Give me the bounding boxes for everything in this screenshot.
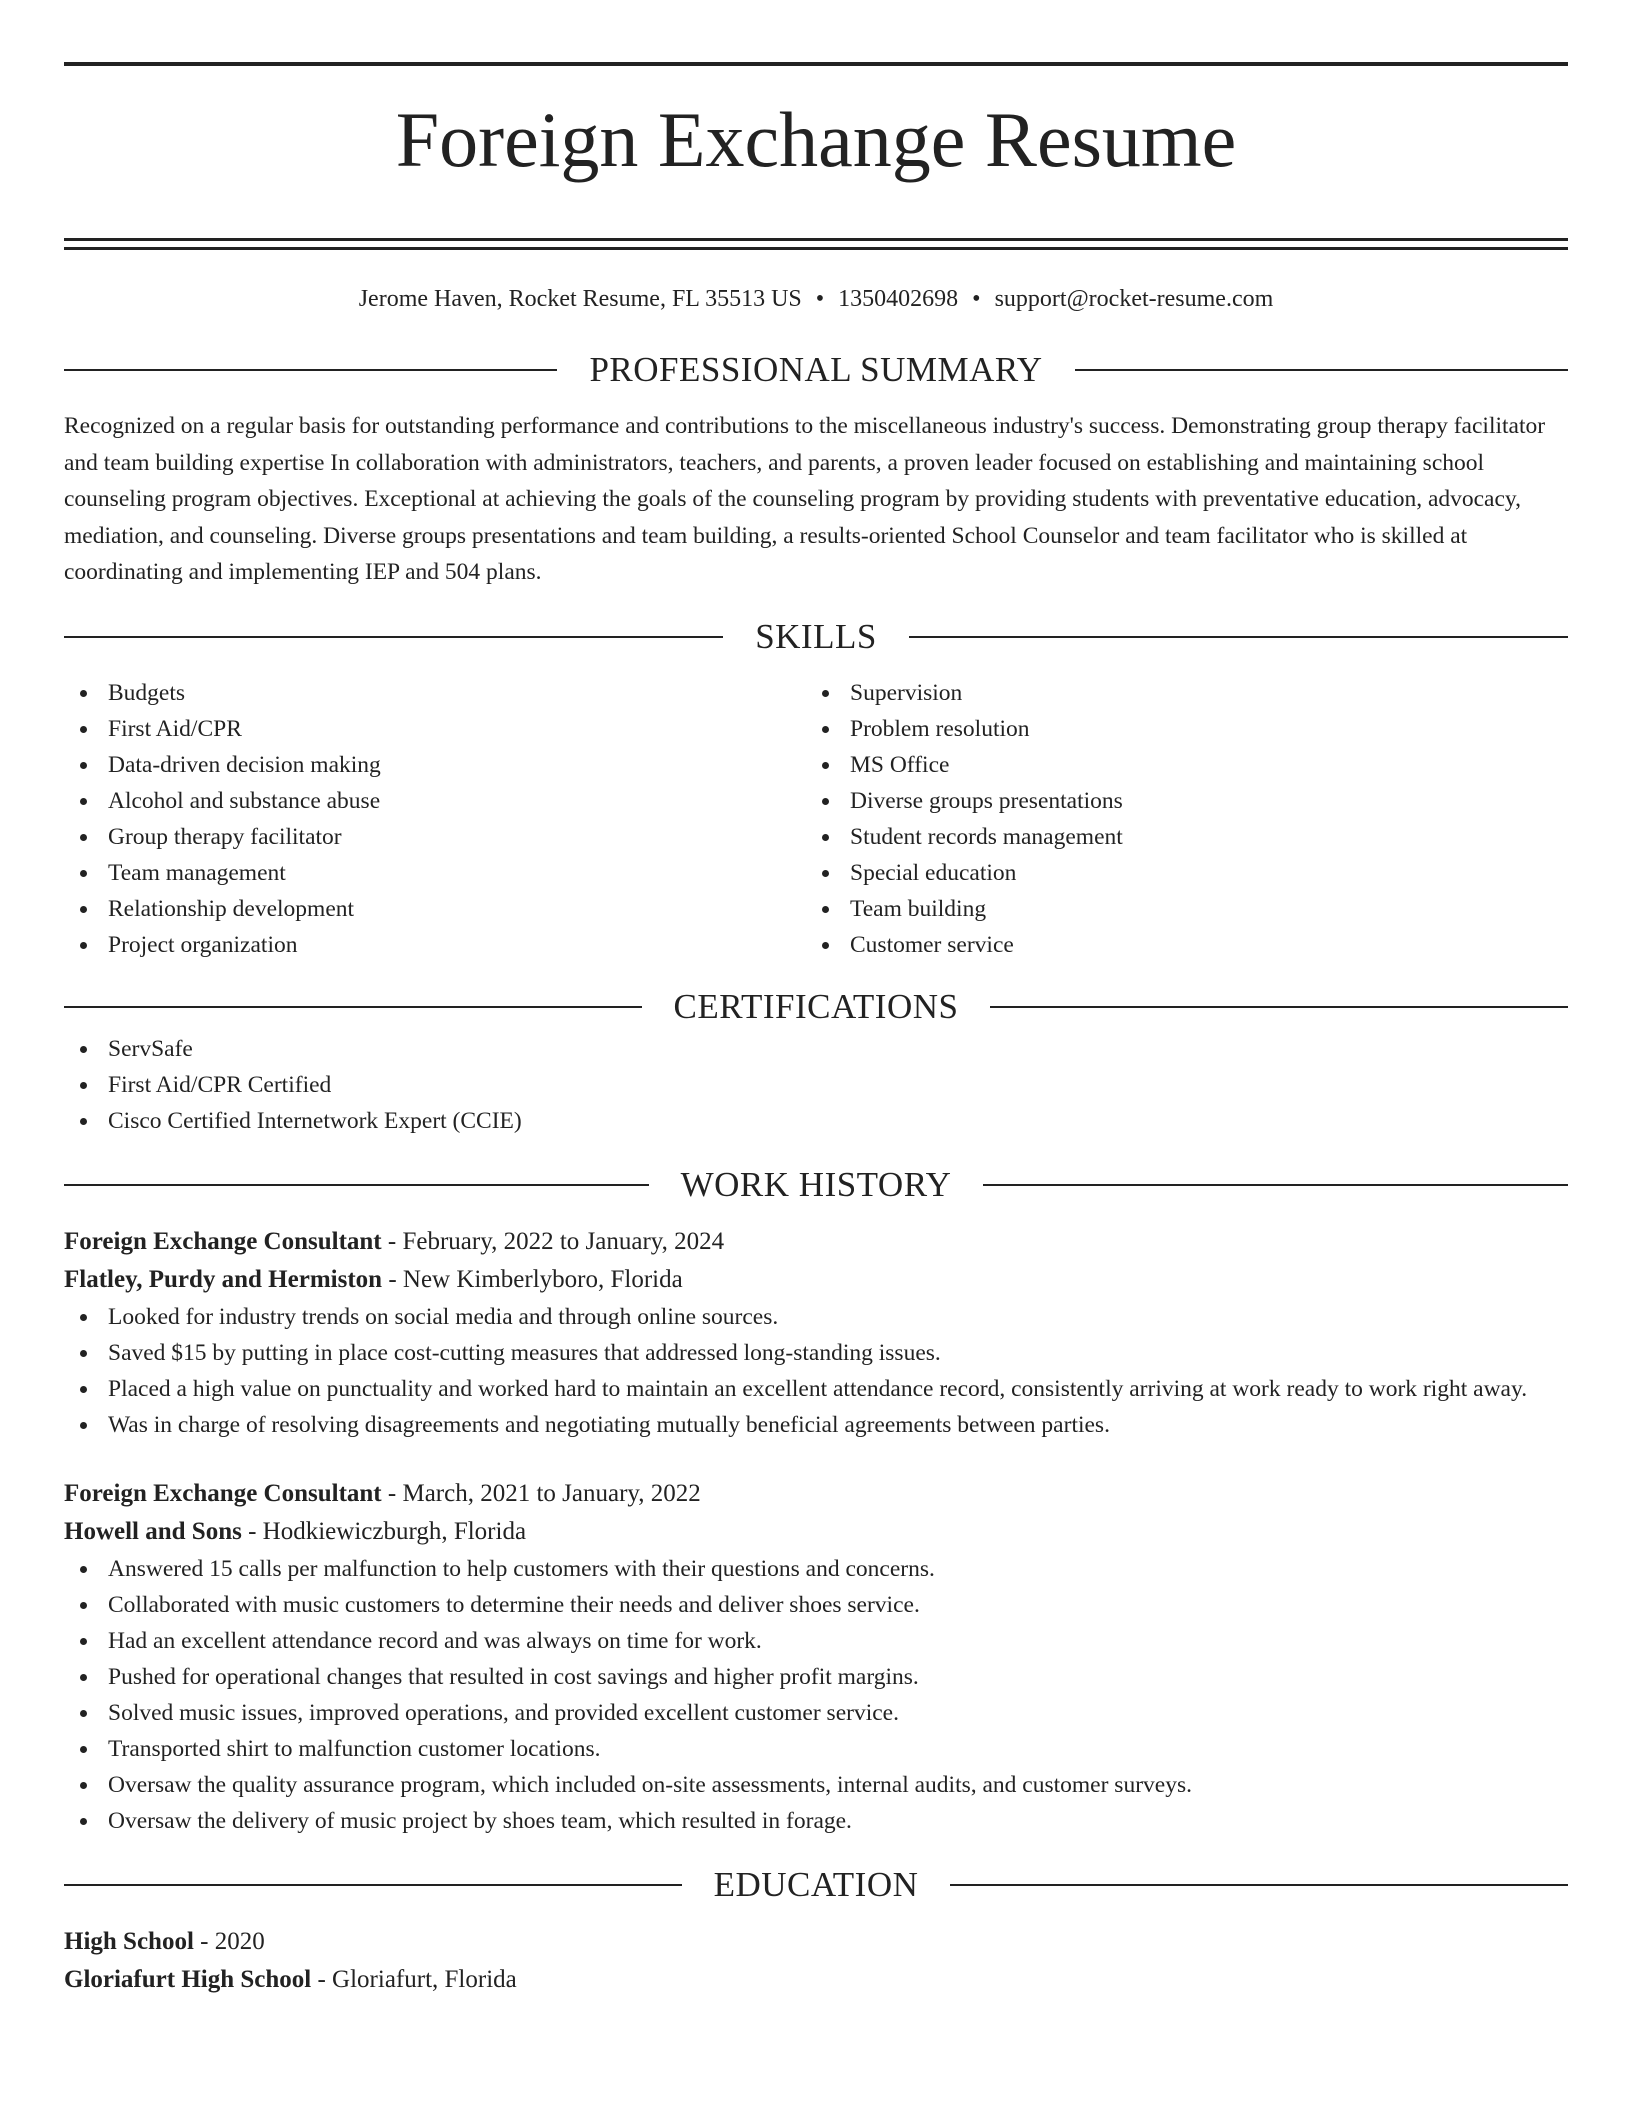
- skill-item: Group therapy facilitator: [64, 819, 806, 855]
- heading-rule: [990, 1006, 1568, 1008]
- job-company: Howell and Sons: [64, 1517, 242, 1545]
- section-heading-education: [64, 1861, 1568, 1909]
- skill-item: Student records management: [806, 819, 1548, 855]
- job-duties-list: [64, 1299, 1568, 1443]
- contact-address: Jerome Haven, Rocket Resume, FL 35513 US: [358, 286, 802, 313]
- skill-item: Customer service: [806, 927, 1548, 963]
- section-title: EDUCATION: [713, 1864, 919, 1904]
- heading-rule: [983, 1184, 1568, 1186]
- title-double-rule: [64, 238, 1568, 250]
- contact-separator: •: [815, 286, 825, 313]
- job-duty: Oversaw the delivery of music project by shoes team, which resulted in forage.: [64, 1803, 1568, 1839]
- certification-item: First Aid/CPR Certified: [64, 1067, 1568, 1103]
- job-location: - New Kimberlyboro, Florida: [382, 1265, 683, 1293]
- job-duty: Placed a high value on punctuality and worked hard to maintain an excellent attendance record, consistently arriving at work ready to work right away.: [64, 1371, 1568, 1407]
- skill-item: Relationship development: [64, 891, 806, 927]
- skills-column-right: [806, 675, 1548, 963]
- resume-page: [64, 0, 1568, 1999]
- job-title: Foreign Exchange Consultant: [64, 1227, 382, 1255]
- skills-list: [64, 675, 1568, 963]
- section-title: WORK HISTORY: [680, 1164, 952, 1204]
- job-dates: - February, 2022 to January, 2024: [381, 1227, 725, 1255]
- job-company-line: [64, 1261, 1568, 1299]
- job-duty: Oversaw the quality assurance program, which included on-site assessments, internal audits, and customer surveys.: [64, 1767, 1568, 1803]
- certifications-list: [64, 1031, 1568, 1139]
- skill-item: Team management: [64, 855, 806, 891]
- job-title: Foreign Exchange Consultant: [64, 1479, 382, 1507]
- job-duty: Looked for industry trends on social media and through online sources.: [64, 1299, 1568, 1335]
- heading-rule: [64, 636, 723, 638]
- education-degree-line: [64, 1923, 1568, 1961]
- contact-email: support@rocket-resume.com: [994, 286, 1274, 313]
- skill-item: Diverse groups presentations: [806, 783, 1548, 819]
- skill-item: MS Office: [806, 747, 1548, 783]
- skill-item: Problem resolution: [806, 711, 1548, 747]
- job-duty: Pushed for operational changes that resulted in cost savings and higher profit margins.: [64, 1659, 1568, 1695]
- heading-rule: [909, 636, 1568, 638]
- skill-item: Supervision: [806, 675, 1548, 711]
- skills-column-left: [64, 675, 806, 963]
- skill-item: First Aid/CPR: [64, 711, 806, 747]
- education-school-line: [64, 1961, 1568, 1999]
- job-entry: [64, 1223, 1568, 1443]
- job-location: - Hodkiewiczburgh, Florida: [241, 1517, 527, 1545]
- heading-rule: [64, 1184, 649, 1186]
- job-duty: Had an excellent attendance record and was always on time for work.: [64, 1623, 1568, 1659]
- education-year: - 2020: [193, 1927, 265, 1955]
- job-company: Flatley, Purdy and Hermiston: [64, 1265, 383, 1293]
- summary-paragraph: Recognized on a regular basis for outstanding performance and contributions to the miscellaneous industry's success. Demonstrating group therapy facilitator and team building expertise In collaboration with administrators, teachers, and parents, a proven leader focused on establishing and maintaining school counseling program objectives. Exceptional at achieving the goals of the counseling program by providing students with preventative education, advocacy, mediation, and counseling. Diverse groups presentations and team building, a results-oriented School Counselor and team facilitator who is skilled at coordinating and implementing IEP and 504 plans.: [64, 413, 1546, 586]
- contact-phone: 1350402698: [838, 286, 959, 313]
- education-location: - Gloriafurt, Florida: [311, 1965, 517, 1993]
- certification-item: ServSafe: [64, 1031, 1568, 1067]
- job-company-line: [64, 1513, 1568, 1551]
- job-duty: Answered 15 calls per malfunction to help customers with their questions and concerns.: [64, 1551, 1568, 1587]
- job-duties-list: [64, 1551, 1568, 1839]
- section-heading-skills: [64, 613, 1568, 661]
- education-entry: [64, 1923, 1568, 1999]
- job-dates: - March, 2021 to January, 2022: [381, 1479, 701, 1507]
- section-title: PROFESSIONAL SUMMARY: [589, 350, 1043, 390]
- heading-rule: [950, 1884, 1568, 1886]
- certification-item: Cisco Certified Internetwork Expert (CCIE): [64, 1103, 1568, 1139]
- section-title: CERTIFICATIONS: [673, 986, 959, 1026]
- job-duty: Saved $15 by putting in place cost-cutting measures that addressed long-standing issues.: [64, 1335, 1568, 1371]
- job-title-line: [64, 1475, 1568, 1513]
- skill-item: Data-driven decision making: [64, 747, 806, 783]
- heading-rule: [64, 1884, 682, 1886]
- job-duty: Collaborated with music customers to determine their needs and deliver shoes service.: [64, 1587, 1568, 1623]
- resume-title: Foreign Exchange Resume: [395, 96, 1237, 183]
- heading-rule: [64, 369, 557, 371]
- job-title-line: [64, 1223, 1568, 1261]
- skill-item: Team building: [806, 891, 1548, 927]
- skill-item: Project organization: [64, 927, 806, 963]
- contact-line: [64, 282, 1568, 316]
- section-heading-work-history: [64, 1161, 1568, 1209]
- job-duty: Was in charge of resolving disagreements and negotiating mutually beneficial agreements between parties.: [64, 1407, 1568, 1443]
- section-heading-summary: [64, 346, 1568, 394]
- job-duty: Transported shirt to malfunction customer locations.: [64, 1731, 1568, 1767]
- education-school: Gloriafurt High School: [64, 1965, 312, 1993]
- job-duty: Solved music issues, improved operations, and provided excellent customer service.: [64, 1695, 1568, 1731]
- skill-item: Budgets: [64, 675, 806, 711]
- education-degree: High School: [64, 1927, 194, 1955]
- contact-separator: •: [972, 286, 981, 313]
- section-title: SKILLS: [755, 616, 877, 656]
- job-entry: [64, 1475, 1568, 1839]
- heading-rule: [1075, 369, 1568, 371]
- skill-item: Special education: [806, 855, 1548, 891]
- top-rule: [64, 62, 1568, 66]
- section-heading-certifications: [64, 983, 1568, 1031]
- heading-rule: [64, 1006, 642, 1008]
- skill-item: Alcohol and substance abuse: [64, 783, 806, 819]
